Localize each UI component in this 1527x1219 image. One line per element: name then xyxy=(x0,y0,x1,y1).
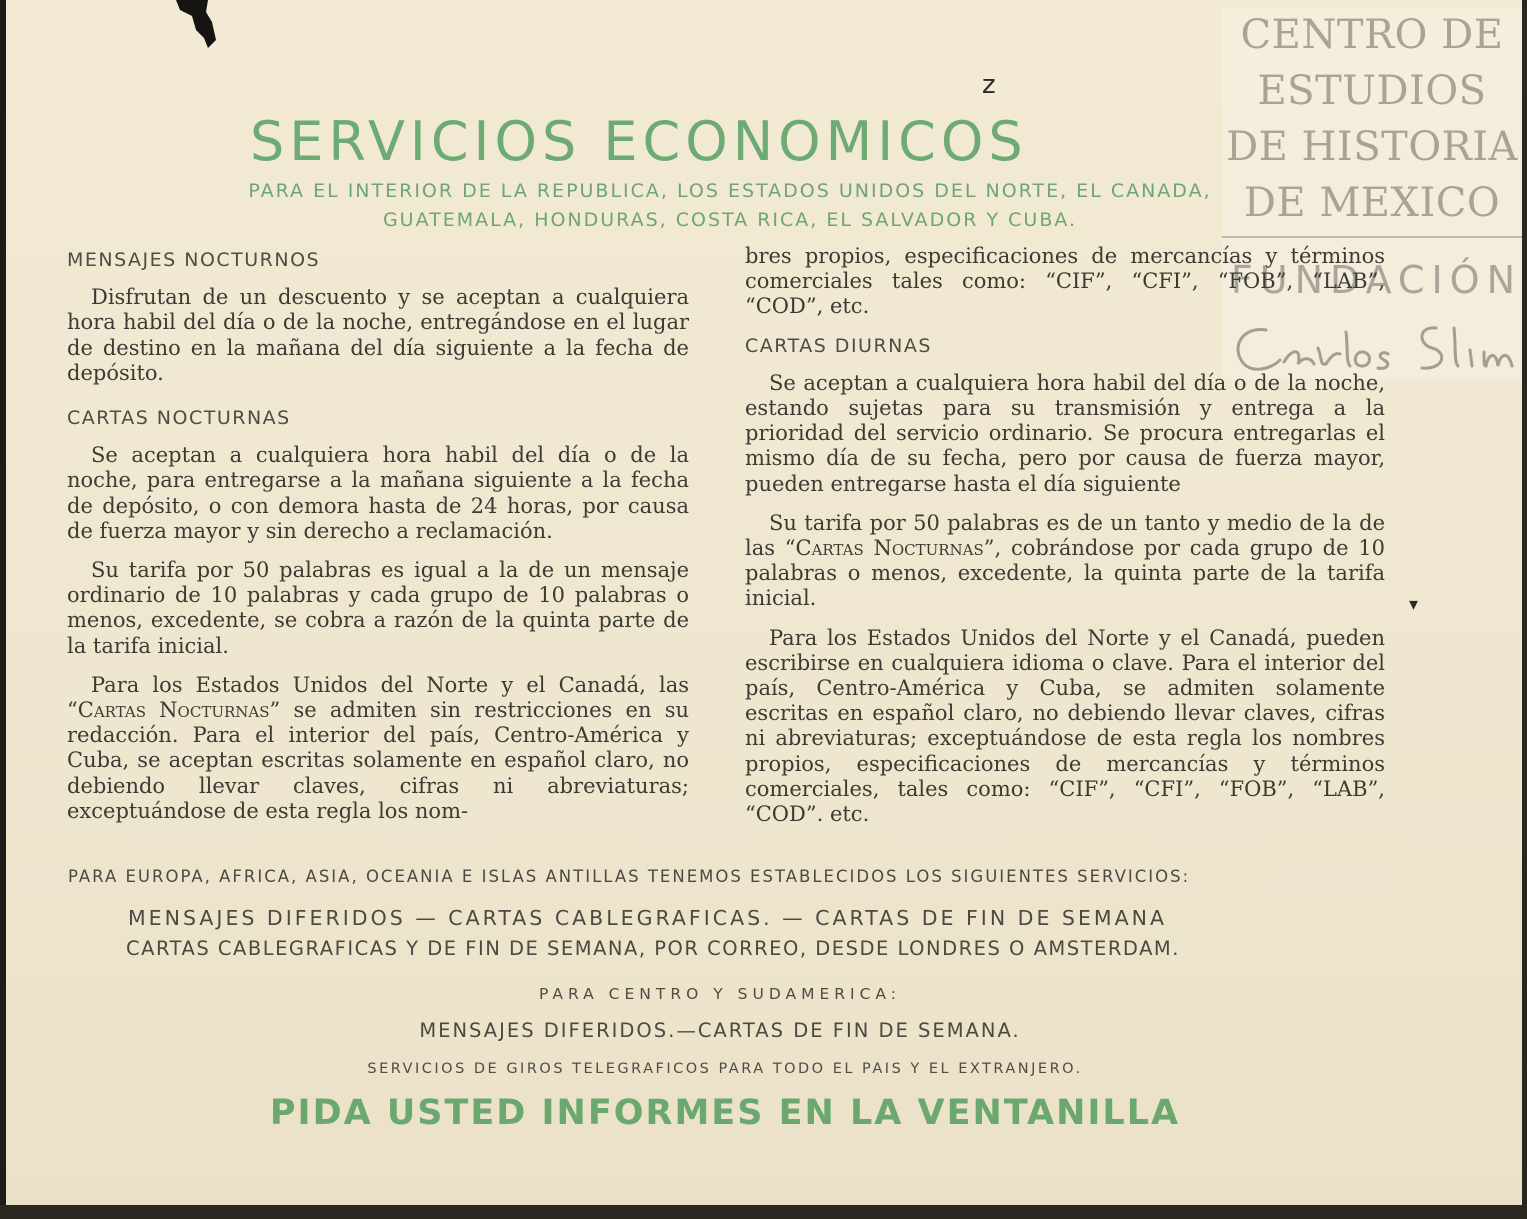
paragraph-continuation: bres propios, especificaciones de mercancías y términos comerciales tales como: “CIF”, “CFI”, “FOB”, “LAB”, “COD”, etc. xyxy=(745,244,1385,319)
paragraph xyxy=(745,511,1385,612)
ink-blot-icon xyxy=(172,0,224,52)
services-list-line: MENSAJES DIFERIDOS — CARTAS CABLEGRAFICAS. — CARTAS DE FIN DE SEMANA xyxy=(128,906,1167,930)
watermark-rule xyxy=(1222,236,1522,238)
left-column xyxy=(67,248,689,838)
sudamerica-services-line: MENSAJES DIFERIDOS.—CARTAS DE FIN DE SEMANA. xyxy=(419,1019,1021,1042)
pida-informes-line: PIDA USTED INFORMES EN LA VENTANILLA xyxy=(269,1093,1181,1133)
document-title: SERVICIOS ECONOMICOS xyxy=(250,110,1028,173)
paragraph: Se aceptan a cualquiera hora habil del día o de la noche, para entregarse a la mañana siguiente a la fecha de depósito, o con demora hasta de 24 horas, por causa de fuerza mayor y sin derecho a reclamación. xyxy=(67,443,689,543)
watermark-line: ESTUDIOS xyxy=(1257,68,1487,114)
europa-services-line: PARA EUROPA, AFRICA, ASIA, OCEANIA E ISLAS ANTILLAS TENEMOS ESTABLECIDOS LOS SIGUIENTES SERVICIOS: xyxy=(68,867,1191,886)
text-run: Su tarifa por 50 palabras es de un tanto y medio de la de las “ xyxy=(745,510,1385,561)
watermark-line: CENTRO DE xyxy=(1240,12,1504,58)
watermark-fundacion: FUNDACIÓN xyxy=(1230,258,1522,302)
heading-cartas-diurnas: CARTAS DIURNAS xyxy=(745,334,932,357)
handwritten-mark: z xyxy=(982,70,996,100)
watermark-line: DE MEXICO xyxy=(1243,180,1501,226)
services-list-line: CARTAS CABLEGRAFICAS Y DE FIN DE SEMANA, POR CORREO, DESDE LONDRES O AMSTERDAM. xyxy=(126,937,1180,960)
right-column xyxy=(745,244,1385,841)
subtitle-line: PARA EL INTERIOR DE LA REPUBLICA, LOS ESTADOS UNIDOS DEL NORTE, EL CANADA, xyxy=(248,180,1212,202)
watermark-line: DE HISTORIA xyxy=(1226,124,1518,170)
corner-mark-icon: ▾ xyxy=(1409,594,1419,615)
text-run: ”, cobrándose por cada grupo de 10 palabras o menos, excedente, la quinta parte de la tarifa inicial. xyxy=(745,536,1385,611)
paragraph: Para los Estados Unidos del Norte y el Canadá, pueden escribirse en cualquiera idioma o clave. Para el interior del país, Centro-América y Cuba, se admiten solamente escritas en español claro, no debiendo llevar claves, cifras ni abreviaturas; exceptuándose de esta regla los nombres propios, especificaciones de mercancías y términos comerciales, tales como: “CIF”, “CFI”, “FOB”, “LAB”, “COD”. etc. xyxy=(745,625,1385,827)
text-run: ” se admiten sin restricciones en su redacción. Para el interior del país, Centro-América y Cuba, se aceptan escritas solamente en español claro, no debiendo llevar claves, cifras ni abreviaturas; exceptuándose de esta regla los nom- xyxy=(67,698,689,823)
paragraph: Su tarifa por 50 palabras es igual a la de un mensaje ordinario de 10 palabras y cada grupo de 10 palabras o menos, excedente, se cobra a razón de la quinta parte de la tarifa inicial. xyxy=(67,558,689,658)
paragraph xyxy=(67,673,689,824)
centro-sudamerica-heading: PARA CENTRO Y SUDAMERICA: xyxy=(539,985,901,1003)
heading-mensajes-nocturnos: MENSAJES NOCTURNOS xyxy=(67,249,321,271)
scan-edge-bottom xyxy=(0,1205,1527,1219)
heading-cartas-nocturnas: CARTAS NOCTURNAS xyxy=(67,407,291,430)
giros-telegraficos-line: SERVICIOS DE GIROS TELEGRAFICOS PARA TODO EL PAIS Y EL EXTRANJERO. xyxy=(367,1061,1083,1077)
small-caps-term: Cartas Nocturnas xyxy=(77,698,270,723)
text-run: Para los Estados Unidos del Norte y el Canadá, las “ xyxy=(67,672,689,723)
scan-edge-right xyxy=(1522,0,1527,1219)
paragraph: Se aceptan a cualquiera hora habil del día o de la noche, estando sujetas para su transmisión y entrega a la prioridad del servicio ordinario. Se procura entregarlas el mismo día de su fecha, pero por causa de fuerza mayor, pueden entregarse hasta el día siguiente xyxy=(745,370,1385,496)
scan-edge-left xyxy=(0,0,6,1219)
paragraph: Disfrutan de un descuento y se aceptan a cualquiera hora habil del día o de la noche, entregándose en el lugar de destino en la mañana del día siguiente a la fecha de depósito. xyxy=(67,285,689,385)
subtitle-line: GUATEMALA, HONDURAS, COSTA RICA, EL SALVADOR Y CUBA. xyxy=(382,209,1078,231)
small-caps-term: Cartas Nocturnas xyxy=(795,536,984,561)
